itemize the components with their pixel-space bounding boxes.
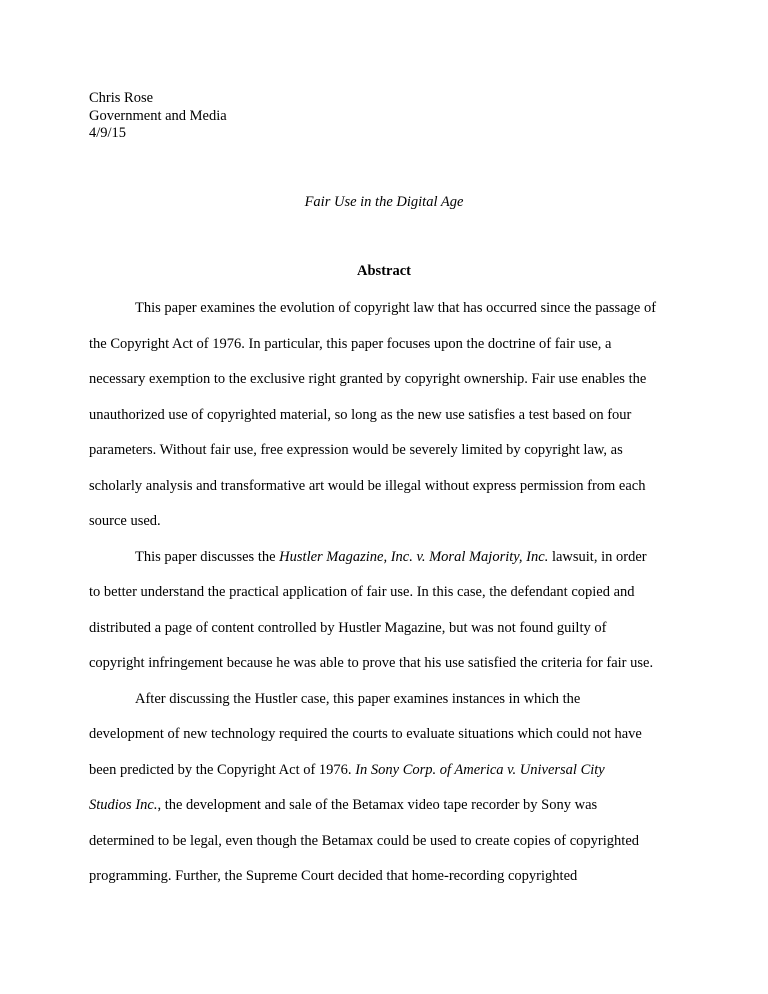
text-line (89, 619, 689, 655)
text-line (89, 370, 689, 406)
text-line (89, 725, 689, 761)
text-segment: parameters. Without fair use, free expression would be severely limited by copyright law, as (89, 442, 623, 458)
text-segment: source used. (89, 513, 161, 529)
text-segment: , the development and sale of the Betamax video tape recorder by Sony was (157, 797, 598, 813)
text-segment: programming. Further, the Supreme Court decided that home-recording copyrighted (89, 868, 578, 884)
text-line (89, 441, 689, 477)
text-line (89, 477, 689, 513)
text-segment: distributed a page of content controlled by Hustler Magazine, but was not found guilty of (89, 619, 607, 636)
italic-case-name: Studios Inc. (89, 797, 158, 813)
text-line (89, 654, 689, 690)
author-name: Chris Rose (89, 90, 154, 106)
text-segment: This paper examines the evolution of copyright law that has occurred since the passage of (135, 300, 657, 316)
text-segment: determined to be legal, even though the Betamax could be used to create copies of copyrighted (89, 832, 640, 849)
document-date: 4/9/15 (89, 125, 127, 141)
text-segment: scholarly analysis and transformative art would be illegal without express permission from each (89, 477, 646, 494)
text-segment: copyright infringement because he was able to prove that his use satisfied the criteria for fair use. (89, 655, 654, 671)
text-line (89, 867, 689, 903)
text-line (89, 690, 689, 726)
text-line (89, 761, 689, 797)
course-name: Government and Media (89, 107, 227, 124)
text-line (89, 299, 689, 335)
document-header (89, 90, 227, 143)
text-line (89, 406, 689, 442)
text-segment: been predicted by the Copyright Act of 1976. (89, 761, 356, 778)
text-segment: lawsuit, in order (548, 548, 647, 565)
abstract-heading: Abstract (357, 263, 411, 279)
text-segment: necessary exemption to the exclusive right granted by copyright ownership. Fair use enables the (89, 371, 647, 387)
text-line (89, 512, 689, 548)
text-segment: unauthorized use of copyrighted material, so long as the new use satisfies a test based on four (89, 406, 632, 423)
text-line (89, 548, 689, 584)
text-segment: This paper discusses the (135, 548, 280, 565)
text-segment: to better understand the practical application of fair use. In this case, the defendant copied and (89, 584, 635, 600)
text-segment: development of new technology required the courts to evaluate situations which could not have (89, 726, 642, 742)
abstract-body (89, 299, 689, 903)
text-segment: After discussing the Hustler case, this paper examines instances in which the (135, 690, 581, 707)
text-line (89, 335, 689, 371)
text-segment: the Copyright Act of 1976. In particular, this paper focuses upon the doctrine of fair use, a (89, 335, 612, 352)
italic-case-name: Hustler Magazine, Inc. v. Moral Majority, Inc. (279, 548, 549, 565)
italic-case-name: In Sony Corp. of America v. Universal City (355, 761, 605, 778)
text-line (89, 832, 689, 868)
text-line (89, 796, 689, 832)
paper-title: Fair Use in the Digital Age (304, 194, 464, 210)
text-line (89, 583, 689, 619)
